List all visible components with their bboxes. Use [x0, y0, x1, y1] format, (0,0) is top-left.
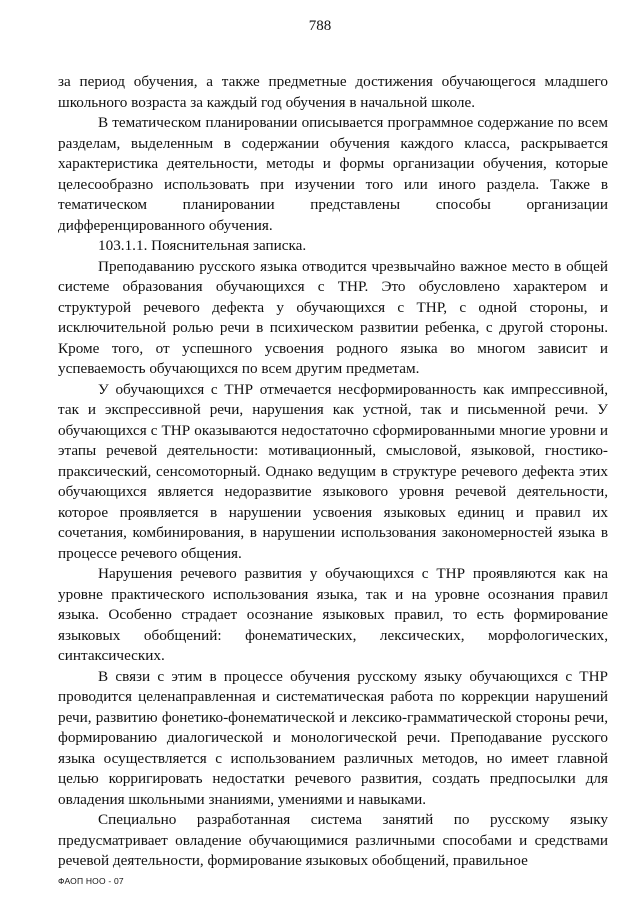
paragraph-thematic-planning: В тематическом планировании описывается программное содержание по всем разделам, выделенным в содержании обучения каждого класса, раскрывается характеристика деятельности, методы и формы организации обучения, которые целесообразно использовать при изучении того или иного раздела. Также в тематическом планировании представлены способы организации дифференцированного обучения.	[58, 114, 608, 234]
page-number: 788	[308, 18, 332, 34]
document-body	[58, 72, 608, 872]
paragraph-lesson-system: Специально разработанная система занятий по русскому языку предусматривает овладение обучающимися различными способами и средствами речевой деятельности, формирование языковых обобщений, правильное	[58, 811, 608, 869]
paragraph-continuation: за период обучения, а также предметные достижения обучающегося младшего школьного возраста за каждый год обучения в начальной школе.	[58, 73, 608, 111]
paragraph-russian-language-importance: Преподаванию русского языка отводится чрезвычайно важное место в общей системе образования обучающихся с ТНР. Это обусловлено характером и структурой речевого дефекта у обучающихся с ТНР, с одной стороны, и исключительной ролью речи в психическом развитии ребенка, с другой стороны. Кроме того, от успешного усвоения родного языка во многом зависит и успеваемость обучающихся по всем другим предметам.	[58, 257, 608, 377]
section-heading-explanatory-note: 103.1.1. Пояснительная записка.	[98, 237, 307, 254]
paragraph-speech-deficits: У обучающихся с ТНР отмечается несформированность как импрессивной, так и экспрессивной речи, нарушения как устной, так и письменной речи. У обучающихся с ТНР оказываются недостаточно сформированными многие уровни и этапы речевой деятельности: мотивационный, смысловой, языковой, гностико-праксический, сенсомоторный. Однако ведущим в структуре речевого дефекта этих обучающихся является недоразвитие языкового уровня речевой деятельности, которое проявляется в нарушении усвоения языковых единиц и правил их сочетания, комбинирования, в нарушении использования закономерностей языка в процессе речевого общения.	[58, 380, 608, 562]
paragraph-speech-disorders: Нарушения речевого развития у обучающихся с ТНР проявляются как на уровне практического использования языка, так и на уровне осознания правил языка. Особенно страдает осознание языковых правил, то есть формирование языковых обобщений: фонематических, лексических, морфологических, синтаксических.	[58, 565, 608, 664]
paragraph-correction-work: В связи с этим в процессе обучения русскому языку обучающихся с ТНР проводится целенаправленная и систематическая работа по коррекции нарушений речи, развитию фонетико-фонематической и лексико-грамматической стороны речи, формированию диалогической и монологической речи. Преподавание русского языка осуществляется с использованием различных методов, но имеет главной целью корригировать недостатки речевого развития, создать предпосылки для овладения школьными знаниями, умениями и навыками.	[58, 667, 608, 808]
footer-document-code: ФАОП НОО - 07	[58, 876, 124, 886]
